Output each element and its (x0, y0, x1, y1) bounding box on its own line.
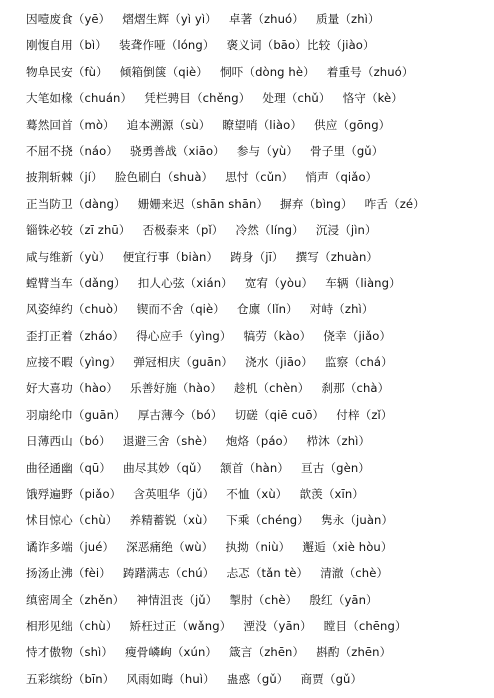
vocab-entry: 栉沐（zhì） (306, 434, 371, 449)
vocab-entry: 凭栏骋目（chěng） (144, 91, 251, 106)
vocab-entry: 否极泰来（pǐ） (142, 223, 224, 238)
vocab-entry: 相形见绌（chù） (26, 618, 118, 633)
vocab-entry: 卓著（zhuó） (228, 12, 304, 26)
vocab-entry: 瞠目（chēng） (323, 618, 407, 633)
vocab-entry: 弹冠相庆（guān） (133, 355, 234, 370)
vocab-row (0, 85, 494, 111)
vocab-row (0, 32, 494, 58)
vocab-entry: 咋舌（zé） (364, 196, 425, 211)
vocab-entry: 踌躇满志（chú） (122, 566, 215, 581)
vocab-entry: 锱铢必较（zī zhū） (26, 223, 131, 238)
vocab-entry: 曲径通幽（qū） (26, 460, 112, 475)
vocab-entry: 执拗（niù） (225, 539, 291, 554)
vocab-entry: 扣人心弦（xián） (137, 275, 233, 290)
vocab-row (0, 244, 494, 270)
vocab-entry: 锲而不舍（qiè） (136, 302, 225, 317)
vocab-row (0, 613, 494, 639)
vocab-entry: 质量（zhì） (315, 12, 380, 26)
vocab-entry: 得心应手（yìng） (136, 328, 232, 343)
vocab-entry: 装聋作哑（lóng） (118, 38, 215, 53)
vocab-row (0, 428, 494, 454)
vocab-row (0, 217, 494, 243)
vocab-row (0, 534, 494, 560)
vocab-entry: 熠熠生辉（yì yì） (122, 12, 217, 26)
vocab-entry: 着重号（zhuó） (326, 64, 414, 79)
vocab-entry: 隽永（juàn） (320, 513, 394, 528)
vocab-entry: 歆羡（xīn） (299, 487, 364, 502)
vocab-row (0, 481, 494, 507)
vocab-row (0, 112, 494, 138)
vocab-entry: 咸与维新（yù） (26, 249, 111, 264)
vocab-row (0, 296, 494, 322)
vocab-row (0, 323, 494, 349)
vocab-entry: 矫枉过正（wǎng） (129, 618, 232, 633)
vocab-entry: 供应（gōng） (314, 117, 391, 132)
vocab-entry: 恃才傲物（shì） (26, 645, 114, 660)
vocab-entry: 不屈不挠（náo） (26, 143, 119, 158)
vocab-entry: 摒弃（bìng） (280, 196, 353, 211)
vocab-entry: 浇水（jiāo） (245, 355, 313, 370)
vocab-entry: 骨子里（gǔ） (310, 143, 384, 158)
vocab-entry: 付梓（zǐ） (336, 407, 393, 422)
vocab-entry: 扬汤止沸（fèi） (26, 566, 111, 581)
vocab-entry: 殷红（yān） (309, 592, 378, 607)
vocab-entry: 缜密周全（zhěn） (26, 592, 125, 607)
vocab-entry: 恪守（kè） (342, 91, 403, 106)
vocab-entry: 颔首（hàn） (220, 460, 290, 475)
vocab-entry: 饿殍遍野（piǎo） (26, 487, 122, 502)
vocab-row (0, 587, 494, 613)
vocab-entry: 处理（chǔ） (262, 91, 331, 106)
vocab-row (0, 455, 494, 481)
vocab-entry: 踌身（jī） (230, 249, 284, 264)
vocab-entry: 仓廪（lǐn） (236, 302, 298, 317)
vocab-entry: 好大喜功（hào） (26, 381, 119, 396)
vocab-entry: 忐忑（tǎn tè） (226, 566, 309, 581)
vocab-entry: 乐善好施（hào） (130, 381, 223, 396)
vocab-entry: 犒劳（kào） (243, 328, 312, 343)
vocab-row (0, 666, 494, 692)
vocab-entry: 趁机（chèn） (234, 381, 310, 396)
vocab-entry: 脸色刷白（shuà） (114, 170, 214, 185)
vocab-row (0, 59, 494, 85)
vocab-entry: 思忖（cǔn） (225, 170, 294, 185)
vocab-entry: 日薄西山（bó） (26, 434, 111, 449)
vocab-entry: 车辆（liàng） (325, 275, 401, 290)
vocab-entry: 湮没（yān） (243, 618, 312, 633)
vocab-entry: 歪打正着（zháo） (26, 328, 125, 343)
vocab-entry: 斟酌（zhēn） (316, 645, 392, 660)
vocab-entry: 曲尽其妙（qǔ） (123, 460, 209, 475)
vocab-entry: 蓦然回首（mò） (26, 117, 115, 132)
vocab-entry: 风姿绰约（chuò） (26, 302, 125, 317)
vocab-entry: 清澈（chè） (320, 566, 389, 581)
vocab-entry: 羽扇纶巾（guān） (26, 407, 126, 422)
vocab-entry: 养精蓄锐（xù） (129, 513, 215, 528)
vocab-entry: 神情沮丧（jǔ） (136, 592, 218, 607)
vocab-entry: 谲诈多端（jué） (26, 539, 115, 554)
vocab-entry: 侥幸（jiǎo） (323, 328, 392, 343)
vocab-entry: 五彩缤纷（bīn） (26, 671, 115, 686)
vocab-row (0, 6, 494, 32)
vocab-row (0, 375, 494, 401)
vocab-entry: 悄声（qiǎo） (305, 170, 378, 185)
vocab-entry: 应接不暇（yìng） (26, 355, 122, 370)
vocab-entry: 亘古（gèn） (301, 460, 370, 475)
vocab-entry: 瘦骨嶙峋（xún） (125, 645, 218, 660)
vocab-row (0, 402, 494, 428)
vocab-entry: 因噎废食（yē） (26, 12, 111, 26)
vocab-entry: 怵目惊心（chù） (26, 513, 118, 528)
vocab-entry: 刹那（chà） (321, 381, 390, 396)
vocab-entry: 大笔如椽（chuán） (26, 91, 133, 106)
vocab-entry: 披荆斩棘（jí） (26, 170, 103, 185)
vocab-entry: 沉浸（jìn） (315, 223, 377, 238)
vocab-entry: 切磋（qiē cuō） (234, 407, 325, 422)
vocab-entry: 商贾（gǔ） (300, 671, 363, 686)
vocab-entry: 骁勇善战（xiāo） (130, 143, 225, 158)
vocab-entry: 风雨如晦（huì） (126, 671, 215, 686)
vocab-entry: 恫吓（dòng hè） (219, 64, 315, 79)
vocab-entry: 姗姗来迟（shān shān） (137, 196, 269, 211)
vocab-entry: 撰写（zhuàn） (295, 249, 379, 264)
vocab-entry: 箴言（zhēn） (229, 645, 305, 660)
vocab-entry: 下乘（chéng） (226, 513, 309, 528)
vocab-entry: 对峙（zhì） (309, 302, 374, 317)
vocab-entry: 螳臂当车（dǎng） (26, 275, 126, 290)
vocab-entry: 不恤（xù） (226, 487, 288, 502)
vocab-entry: 宽宥（yòu） (244, 275, 314, 290)
vocab-entry: 蛊惑（gǔ） (226, 671, 289, 686)
vocab-row (0, 507, 494, 533)
vocab-row (0, 191, 494, 217)
vocab-entry: 追本溯源（sù） (126, 117, 211, 132)
vocab-entry: 瞭望哨（liào） (222, 117, 303, 132)
vocab-row (0, 560, 494, 586)
vocab-row (0, 270, 494, 296)
vocab-row (0, 138, 494, 164)
vocab-entry: 物阜民安（fù） (26, 64, 108, 79)
vocab-entry: 含英咀华（jǔ） (133, 487, 215, 502)
vocab-entry: 退避三舍（shè） (122, 434, 214, 449)
vocab-entry: 厚古薄今（bó） (137, 407, 223, 422)
vocab-entry: 邂逅（xiè hòu） (302, 539, 393, 554)
vocab-entry: 刚愎自用（bì） (26, 38, 107, 53)
vocab-entry: 掣肘（chè） (229, 592, 298, 607)
vocab-entry: 冷然（líng） (235, 223, 304, 238)
vocab-row (0, 349, 494, 375)
vocab-entry: 参与（yù） (236, 143, 299, 158)
vocab-entry: 倾箱倒箧（qiè） (119, 64, 208, 79)
vocab-entry: 监察（chá） (324, 355, 393, 370)
vocab-row (0, 164, 494, 190)
vocab-row (0, 639, 494, 665)
vocab-entry: 褒义词（bāo）比较（jiào） (226, 38, 375, 53)
vocab-entry: 炮烙（páo） (225, 434, 295, 449)
vocab-entry: 便宜行事（biàn） (122, 249, 219, 264)
vocab-entry: 深恶痛绝（wù） (126, 539, 214, 554)
vocab-entry: 正当防卫（dàng） (26, 196, 126, 211)
